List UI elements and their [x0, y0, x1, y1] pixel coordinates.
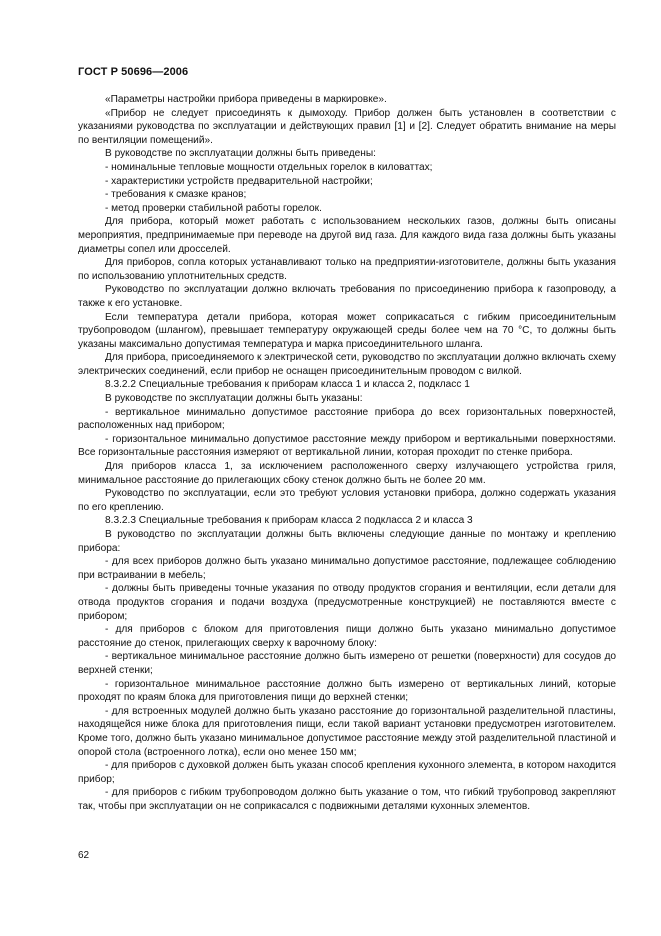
list-item: - должны быть приведены точные указания по отводу продуктов сгорания и вентиляции, если детали для отвода продуктов сгорания и подачи воздуха (предусмотренные конструкцией) не поставляются вместе с прибором; — [78, 583, 616, 622]
list-item: - горизонтальное минимально допустимое расстояние между прибором и вертикальными поверхностями. Все горизонтальные расстояния измеряют от вертикальной линии, которая проходит по стенке прибора. — [78, 433, 616, 459]
paragraph: Если температура детали прибора, которая может соприкасаться с гибким присоединительным трубопроводом (шлангом), превышает температуру окружающей среды более чем на 70 °С, то должны быть указаны максимально допустимая температура и марка присоединительного шланга. — [78, 311, 616, 350]
section-heading: 8.3.2.2 Специальные требования к приборам класса 1 и класса 2, подкласс 1 — [105, 379, 470, 391]
paragraph: Для приборов класса 1, за исключением расположенного сверху излучающего устройства гриля, минимальное расстояние до прилегающих сбоку стенок должно быть не более 20 мм. — [78, 461, 616, 486]
paragraph: Руководство по эксплуатации, если это требуют условия установки прибора, должно содержать указания по его креплению. — [78, 488, 616, 513]
list-item: - вертикальное минимально допустимое расстояние прибора до всех горизонтальных поверхностей, расположенных над прибором; — [78, 406, 616, 432]
list-item: - горизонтальное минимальное расстояние должно быть измерено от вертикальных линий, которые проходят по краям блока для приготовления пищи до верхней стенки; — [78, 678, 616, 704]
paragraph: В руководстве по эксплуатации должны быть приведены: — [105, 148, 376, 160]
paragraph: «Прибор не следует присоединять к дымоходу. Прибор должен быть установлен в соответствии с указаниями руководства по эксплуатации и действующих правил [1] и [2]. Следует обратить внимание на меры по вентиляции помещений». — [78, 107, 616, 146]
section-heading: 8.3.2.3 Специальные требования к приборам класса 2 подкласса 2 и класса 3 — [105, 515, 473, 527]
paragraph: Для приборов, сопла которых устанавливают только на предприятии-изготовителе, должны быть указания по использованию уплотнительных средств. — [78, 257, 616, 282]
list-item: - для встроенных модулей должно быть указано расстояние до горизонтальной разделительной пластины, находящейся ниже блока для приготовления пищи, если такой вариант установки предусмотрен изготовителем. Кроме того, должно быть указано минимальное допустимое расстояние между этой разделительной пластиной и опорой стола (встроенного лотка), если оно менее 150 мм; — [78, 705, 616, 758]
paragraph: В руководстве по эксплуатации должны быть указаны: — [105, 393, 363, 405]
list-item: - требования к смазке кранов; — [105, 189, 247, 201]
list-item: - вертикальное минимальное расстояние должно быть измерено от решетки (поверхности) для сосудов до верхней стенки; — [78, 651, 616, 676]
page-number: 62 — [78, 850, 90, 861]
paragraph: Для прибора, присоединяемого к электрической сети, руководство по эксплуатации должно включать схему электрических соединений, если прибор не оснащен присоединительным проводом с вилкой. — [78, 352, 616, 377]
list-item: - характеристики устройств предварительной настройки; — [105, 175, 373, 187]
paragraph: Для прибора, который может работать с использованием нескольких газов, должны быть описаны мероприятия, предпринимаемые при переводе на другой вид газа. Для каждого вида газа должны быть указаны диаметры сопел или дросселей. — [78, 216, 616, 255]
paragraph: Руководство по эксплуатации должно включать требования по присоединению прибора к газопроводу, а также к его установке. — [78, 284, 616, 309]
list-item: - для всех приборов должно быть указано минимально допустимое расстояние, подлежащее соблюдению при встраивании в мебель; — [78, 556, 616, 581]
list-item: - метод проверки стабильной работы горелок. — [105, 202, 322, 214]
list-item: - для приборов с духовкой должен быть указан способ крепления кухонного элемента, в котором находится прибор; — [78, 760, 616, 785]
body-text — [78, 93, 616, 813]
list-item: - для приборов с блоком для приготовления пищи должно быть указано минимально допустимое расстояние до стенок, прилегающих сверху к варочному блоку: — [78, 624, 616, 649]
paragraph: «Параметры настройки прибора приведены в маркировке». — [105, 94, 387, 105]
list-item: - для приборов с гибким трубопроводом должно быть указание о том, что гибкий трубопровод закрепляют так, чтобы при эксплуатации он не соприкасался с подвижными деталями кухонных элементов. — [78, 787, 616, 812]
list-item: - номинальные тепловые мощности отдельных горелок в киловаттах; — [105, 161, 433, 173]
standard-header: ГОСТ Р 50696—2006 — [78, 66, 189, 78]
paragraph: В руководство по эксплуатации должны быть включены следующие данные по монтажу и креплению прибора: — [78, 529, 616, 554]
